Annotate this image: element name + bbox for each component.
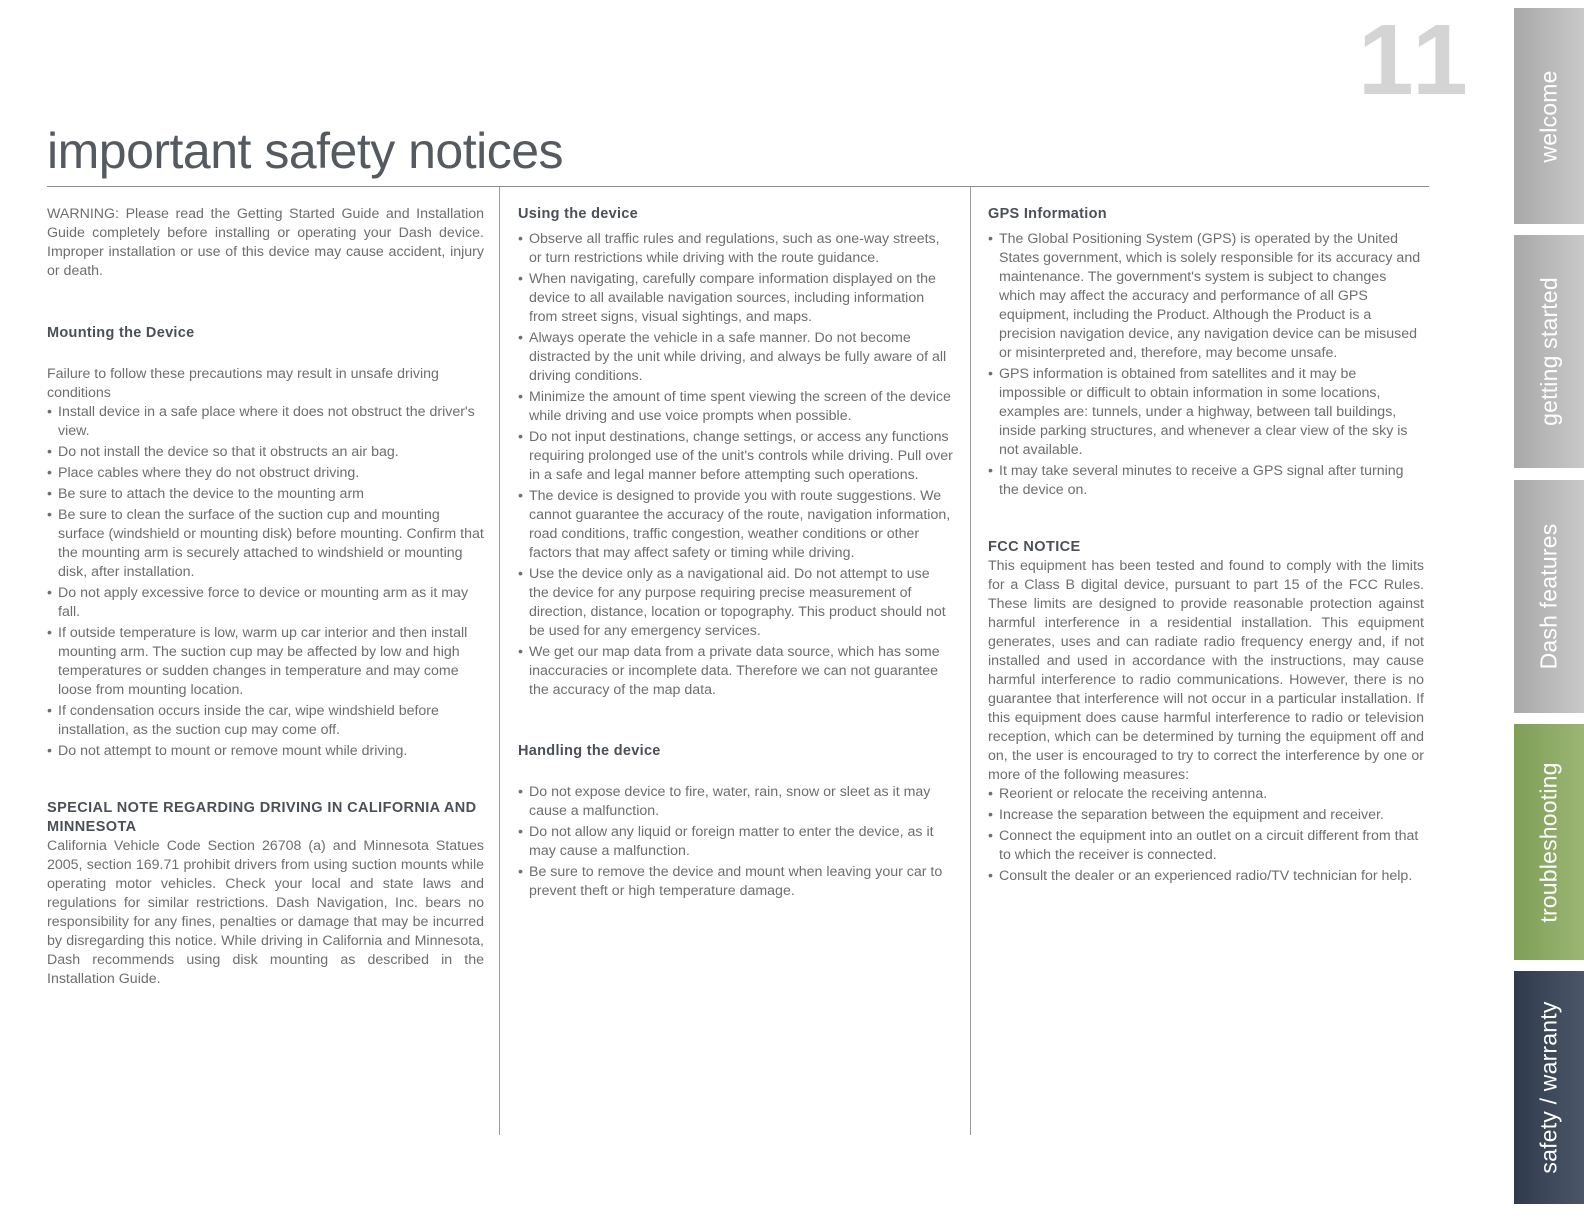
list-item: • Minimize the amount of time spent viewing the screen of the device while driving and use voice prompts when possible. — [518, 388, 953, 426]
tab-welcome[interactable] — [1514, 8, 1584, 224]
tab-label: troubleshooting — [1535, 761, 1562, 923]
column-3 — [988, 200, 1424, 888]
column-2 — [518, 200, 953, 903]
list-item: • When navigating, carefully compare information displayed on the device to all available navigation sources, including information from street signs, visual sightings, and maps. — [518, 270, 953, 327]
list-item: • Do not allow any liquid or foreign matter to enter the device, as it may cause a malfunction. — [518, 823, 953, 861]
mounting-intro: Failure to follow these precautions may result in unsafe driving conditions — [47, 366, 439, 401]
list-item: • Be sure to clean the surface of the suction cup and mounting surface (windshield or mounting disk) before mounting. Confirm that the mounting arm is securely attached to windshield or mounting disk, after installation. — [47, 506, 484, 582]
list-item: • Observe all traffic rules and regulations, such as one-way streets, or turn restrictions while driving with the route guidance. — [518, 230, 953, 268]
tab-safety-warranty[interactable] — [1514, 971, 1584, 1204]
handling-heading: Handling the device — [518, 743, 661, 759]
tab-getting-started[interactable] — [1514, 235, 1584, 468]
list-item: • Connect the equipment into an outlet on a circuit different from that to which the receiver is connected. — [988, 827, 1424, 865]
list-item: • The device is designed to provide you with route suggestions. We cannot guarantee the accuracy of the route, navigation information, road conditions, traffic congestion, weather conditions or other factors that may affect safety or timing while driving. — [518, 487, 953, 563]
page-title: important safety notices — [47, 123, 564, 179]
tab-dash-features[interactable] — [1514, 480, 1584, 713]
list-item: • Use the device only as a navigational aid. Do not attempt to use the device for any purpose requiring precise measurement of direction, distance, location or topography. This product should not be used for any emergency services. — [518, 565, 953, 641]
fcc-text: This equipment has been tested and found to comply with the limits for a Class B digital device, pursuant to part 15 of the FCC Rules. These limits are designed to provide reasonable protection against harmful interference in a residential installation. This equipment generates, uses and can radiate radio frequency energy and, if not installed and used in accordance with the instructions, may cause harmful interference to radio communications. However, there is no guarantee that interference will not occur in a particular installation. If this equipment does cause harmful interference to radio or television reception, which can be determined by turning the equipment off and on, the user is encouraged to try to correct the interference by one or more of the following measures: — [988, 558, 1424, 783]
list-item: • Consult the dealer or an experienced radio/TV technician for help. — [988, 867, 1424, 886]
list-item: • Be sure to attach the device to the mounting arm — [47, 485, 484, 504]
list-item: • Do not install the device so that it obstructs an air bag. — [47, 443, 484, 462]
list-item: • Always operate the vehicle in a safe manner. Do not become distracted by the unit while driving, and always be fully aware of all driving conditions. — [518, 329, 953, 386]
list-item: • Install device in a safe place where it does not obstruct the driver's view. — [47, 403, 484, 441]
gps-bullet-list — [988, 230, 1424, 500]
list-item: • Do not expose device to fire, water, rain, snow or sleet as it may cause a malfunction. — [518, 783, 953, 821]
list-item: • Do not input destinations, change settings, or access any functions requiring prolonged use of the unit's controls while driving. Pull over in a safe and legal manner before attempting such operations. — [518, 428, 953, 485]
column-divider-1 — [499, 187, 500, 1135]
gps-heading: GPS Information — [988, 206, 1107, 222]
mounting-bullet-list — [47, 403, 484, 761]
fcc-bullet-list — [988, 785, 1424, 886]
list-item: • If outside temperature is low, warm up car interior and then install mounting arm. The suction cup may be affected by low and high temperatures or sudden changes in temperature and may come loose from mounting location. — [47, 624, 484, 700]
tab-label: getting started — [1535, 277, 1562, 426]
list-item: • If condensation occurs inside the car, wipe windshield before installation, as the suction cup may come off. — [47, 702, 484, 740]
tab-label: welcome — [1535, 69, 1562, 163]
title-divider — [47, 186, 1429, 187]
list-item: • Do not apply excessive force to device or mounting arm as it may fall. — [47, 584, 484, 622]
special-note-text: California Vehicle Code Section 26708 (a) and Minnesota Statues 2005, section 169.71 prohibit drivers from using suction mounts while operating motor vehicles. Check your local and state laws and regulations for similar restrictions. Dash Navigation, Inc. bears no responsibility for any fines, penalties or damage that may be incurred by disregarding this notice. While driving in California and Minnesota, Dash recommends using disk mounting as described in the Installation Guide. — [47, 838, 484, 987]
page-number: 11 — [1358, 4, 1472, 116]
using-bullet-list — [518, 230, 953, 700]
list-item: • Do not attempt to mount or remove mount while driving. — [47, 742, 484, 761]
fcc-heading: FCC NOTICE — [988, 539, 1081, 555]
using-heading: Using the device — [518, 206, 639, 222]
list-item: • Be sure to remove the device and mount when leaving your car to prevent theft or high temperature damage. — [518, 863, 953, 901]
list-item: • Increase the separation between the equipment and receiver. — [988, 806, 1424, 825]
tab-label: Dash features — [1535, 523, 1562, 670]
list-item: • We get our map data from a private data source, which has some inaccuracies or incomplete data. Therefore we can not guarantee the accuracy of the map data. — [518, 643, 953, 700]
list-item: • GPS information is obtained from satellites and it may be impossible or difficult to obtain information in some locations, examples are: tunnels, under a highway, between tall buildings, inside parking structures, and whenever a clear view of the sky is not available. — [988, 365, 1424, 460]
list-item: • Place cables where they do not obstruct driving. — [47, 464, 484, 483]
tab-troubleshooting[interactable] — [1514, 724, 1584, 960]
tab-label: safety / warranty — [1535, 1001, 1562, 1174]
list-item: • Reorient or relocate the receiving antenna. — [988, 785, 1424, 804]
list-item: • The Global Positioning System (GPS) is operated by the United States government, which is solely responsible for its accuracy and maintenance. The government's system is subject to changes which may affect the accuracy and performance of all GPS equipment, including the Product. Although the Product is a precision navigation device, any navigation device can be misused or misinterpreted and, therefore, may become unsafe. — [988, 230, 1424, 363]
special-note-heading: SPECIAL NOTE REGARDING DRIVING IN CALIFORNIA AND MINNESOTA — [47, 800, 477, 835]
column-divider-2 — [970, 187, 971, 1135]
column-1 — [47, 200, 484, 989]
handling-bullet-list — [518, 783, 953, 901]
warning-text: WARNING: Please read the Getting Started Guide and Installation Guide completely before installing or operating your Dash device. Improper installation or use of this device may cause accident, injury or death. — [47, 206, 484, 279]
mounting-heading: Mounting the Device — [47, 325, 195, 341]
list-item: • It may take several minutes to receive a GPS signal after turning the device on. — [988, 462, 1424, 500]
